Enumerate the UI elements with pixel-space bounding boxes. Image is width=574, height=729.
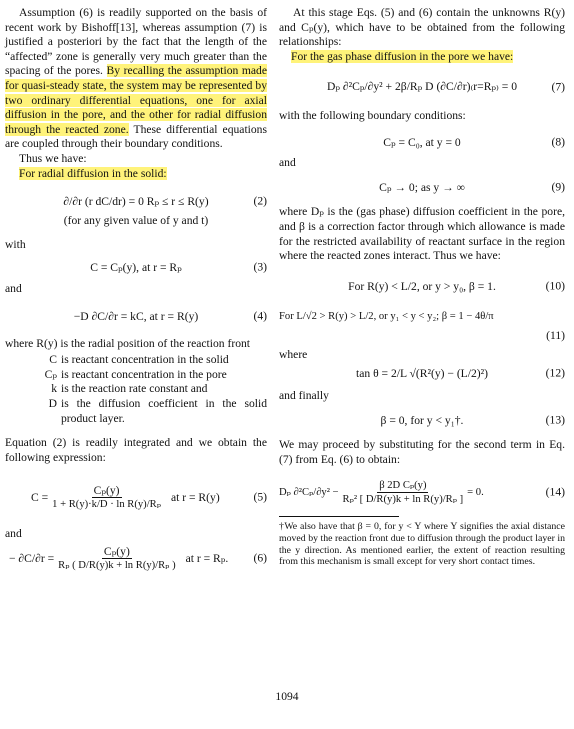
definition-text: is reactant concentration in the pore xyxy=(61,367,227,381)
equation-2-note: (for any given value of y and t) xyxy=(63,213,209,227)
equation-5-lhs: C = xyxy=(31,491,49,505)
definition-row xyxy=(5,382,267,397)
equation-6-lhs: − ∂C/∂r = xyxy=(9,551,55,565)
paragraph-integrated: Equation (2) is readily integrated and we obtain the following expression: xyxy=(5,436,267,464)
equation-2 xyxy=(5,195,267,210)
definition-text: is reactant concentration in the solid xyxy=(61,353,229,367)
equation-7 xyxy=(279,80,565,95)
paragraph-unknowns: At this stage Eqs. (5) and (6) contain the unknowns R(y) and Cₚ(y), which have to be obtained from the following relationships: xyxy=(279,6,565,49)
where-label: where xyxy=(279,347,308,361)
equation-5-denominator: 1 + R(y)·k/D · ln R(y)/Rₚ xyxy=(52,499,161,511)
paragraph-assumptions xyxy=(5,6,267,152)
equation-10-number: (10) xyxy=(545,279,565,293)
equation-2-expression: ∂/∂r (r dC/dr) = 0 Rₚ ≤ r ≤ R(y) xyxy=(63,195,209,209)
equation-13-number: (13) xyxy=(545,413,565,427)
equation-14 xyxy=(279,479,565,506)
equation-13-expression: β = 0, for y < y₁†. xyxy=(380,413,464,427)
and-label-3: and xyxy=(279,156,296,170)
equation-12-number: (12) xyxy=(545,366,565,380)
equation-14-denominator: Rₚ² [ D/R(y)k + ln R(y)/Rₚ ] xyxy=(342,494,464,506)
equation-5-number: (5) xyxy=(253,491,267,505)
equation-9-expression: Cₚ → 0; as y → ∞ xyxy=(379,180,465,194)
equation-7-number: (7) xyxy=(551,80,565,94)
definition-symbol: C xyxy=(49,353,57,367)
equation-4 xyxy=(5,310,267,325)
thus-we-have: Thus we have: xyxy=(19,151,87,165)
equation-8-expression: Cₚ = C₀, at y = 0 xyxy=(383,135,461,149)
equation-10-expression: For R(y) < L/2, or y > y₀, β = 1. xyxy=(348,279,496,293)
equation-14-rhs: = 0. xyxy=(467,487,484,499)
gas-heading-wrap xyxy=(279,50,565,65)
solid-heading-wrap xyxy=(5,167,267,182)
equation-13 xyxy=(279,414,565,429)
and-label-2: and xyxy=(5,527,22,541)
equation-6-number: (6) xyxy=(253,551,267,565)
equation-12-expression: tan θ = 2/L √(R²(y) − (L/2)²) xyxy=(356,366,488,380)
equation-10 xyxy=(279,280,565,295)
equation-3-number: (3) xyxy=(253,260,267,274)
definitions-list xyxy=(5,353,267,426)
right-column xyxy=(279,6,565,568)
definition-row xyxy=(5,353,267,368)
equation-8 xyxy=(279,136,565,151)
equation-6-fraction xyxy=(56,546,177,572)
and-label-1: and xyxy=(5,281,22,295)
paragraph-substitution: We may proceed by substituting for the second term in Eq. (7) from Eq. (6) to obtain: xyxy=(279,438,565,466)
left-column xyxy=(5,6,267,578)
highlighted-assumption: By recalling the assumption made for quasi-steady state, the system may be represented by two ordinary differential equations, one for axial diffusion in the pore, and the other for radial diffusion through the reacted zone. xyxy=(5,64,267,136)
equation-11-expression: For L/√2 > R(y) > L/2, or y₁ < y < y₂; β = 1 − 4θ/π xyxy=(279,311,494,323)
equation-3 xyxy=(5,261,267,276)
paragraph-assumptions-text: Assumption (6) is readily supported on the basis of recent work by Bishoff[13], whereas assumption (7) is justified a posteriori by the fact that the length of the “affected” zone is generally very much greater than the spacing of the pores. xyxy=(5,6,267,78)
equation-3-expression: C = Cₚ(y), at r = Rₚ xyxy=(90,260,182,274)
equation-14-lhs: Dₚ ∂²Cₚ/∂y² − xyxy=(279,487,339,499)
equation-11 xyxy=(279,310,565,323)
equation-4-number: (4) xyxy=(253,310,267,324)
equation-6-condition: at r = Rₚ. xyxy=(185,551,229,565)
definition-symbol: D xyxy=(48,397,57,411)
equation-6-numerator: Cₚ(y) xyxy=(103,545,130,559)
gas-phase-heading: For the gas phase diffusion in the pore we have: xyxy=(291,49,514,63)
equation-14-number: (14) xyxy=(545,485,565,499)
definition-row xyxy=(5,397,267,426)
equation-5-numerator: Cₚ(y) xyxy=(93,484,120,498)
equation-14-fraction xyxy=(341,479,466,506)
page-number: 1094 xyxy=(275,690,299,703)
equation-11-number: (11) xyxy=(546,329,565,343)
paragraph-coupled-text: These differential equations are coupled through their boundary conditions. xyxy=(5,122,267,151)
equation-6-denominator: Rₚ ( D/R(y)k + ln R(y)/Rₚ ) xyxy=(58,560,176,572)
definition-symbol: k xyxy=(51,382,57,396)
finally-label: and finally xyxy=(279,389,329,403)
equation-12 xyxy=(279,367,565,382)
definition-text: is the diffusion coefficient in the solid product layer. xyxy=(61,397,267,425)
equation-14-numerator: β 2D Cₚ(y) xyxy=(379,480,427,492)
definition-text: is the reaction rate constant and xyxy=(61,382,208,396)
definition-symbol: Cₚ xyxy=(44,367,57,381)
equation-9 xyxy=(279,181,565,196)
equation-5-condition: at r = R(y) xyxy=(170,491,220,505)
equation-5 xyxy=(5,485,267,511)
equation-8-number: (8) xyxy=(551,135,565,149)
solid-diffusion-heading: For radial diffusion in the solid: xyxy=(19,166,167,180)
equation-5-fraction xyxy=(50,485,163,511)
equation-9-number: (9) xyxy=(551,180,565,194)
where-intro: where R(y) is the radial position of the reaction front xyxy=(5,336,251,350)
with-label: with xyxy=(5,238,26,252)
footnote: †We also have that β = 0, for y < Y where Y signifies the axial distance moved by the reaction front due to diffusion through the product layer in the y direction. As mentioned earlier, the extent of reaction resulting from this mechanism is small except for very short contact times. xyxy=(279,521,565,568)
equation-4-expression: −D ∂C/∂r = kC, at r = R(y) xyxy=(73,310,199,324)
boundary-conditions-intro: with the following boundary conditions: xyxy=(279,108,466,122)
footnote-divider xyxy=(279,516,399,517)
definition-row xyxy=(5,368,267,383)
equation-7-expression: Dₚ ∂²Cₚ/∂y² + 2β/Rₚ D (∂C/∂r)₍r=Rₚ₎ = 0 xyxy=(326,80,518,94)
paragraph-diffusion-coefficient: where Dₚ is the (gas phase) diffusion coefficient in the pore, and β is a correction factor through which allowance is made for the restricted availability of reactant surface in the region where the reacted zones interact. Thus we have: xyxy=(279,205,565,263)
equation-2-number: (2) xyxy=(253,195,267,209)
equation-6 xyxy=(5,546,267,572)
